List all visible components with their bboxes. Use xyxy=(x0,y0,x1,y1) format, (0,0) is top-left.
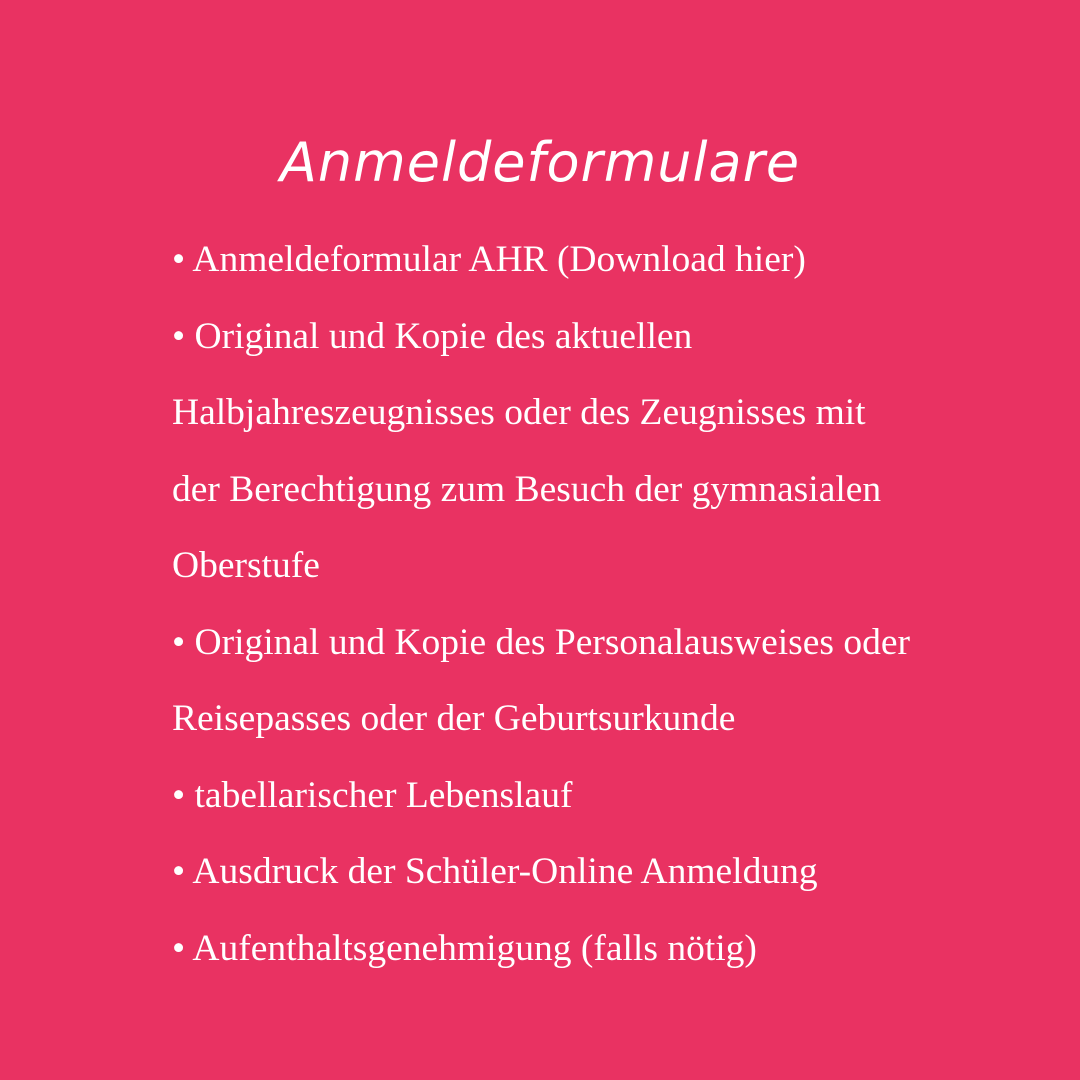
page-title: Anmeldeformulare xyxy=(279,131,801,194)
list-item-id-document-cont: Reisepasses oder der Geburtsurkunde xyxy=(172,698,736,739)
list-item-report-card-cont-3: Oberstufe xyxy=(172,545,320,586)
list-item-residence-permit: • Aufenthaltsgenehmigung (falls nötig) xyxy=(172,927,757,969)
list-item-schueler-online: • Ausdruck der Schüler-Online Anmeldung xyxy=(172,851,818,892)
list-item-report-card-cont-2: der Berechtigung zum Besuch der gymnasialen xyxy=(172,468,882,510)
list-item-id-document: • Original und Kopie des Personalausweises oder xyxy=(172,621,910,663)
list-item-registration-form: • Anmeldeformular AHR (Download hier) xyxy=(172,239,806,280)
list-item-report-card: • Original und Kopie des aktuellen xyxy=(172,315,693,357)
requirements-list xyxy=(172,222,1042,987)
list-item-cv: • tabellarischer Lebenslauf xyxy=(172,774,573,816)
list-item-report-card-cont-1: Halbjahreszeugnisses oder des Zeugnisses mit xyxy=(172,392,866,433)
